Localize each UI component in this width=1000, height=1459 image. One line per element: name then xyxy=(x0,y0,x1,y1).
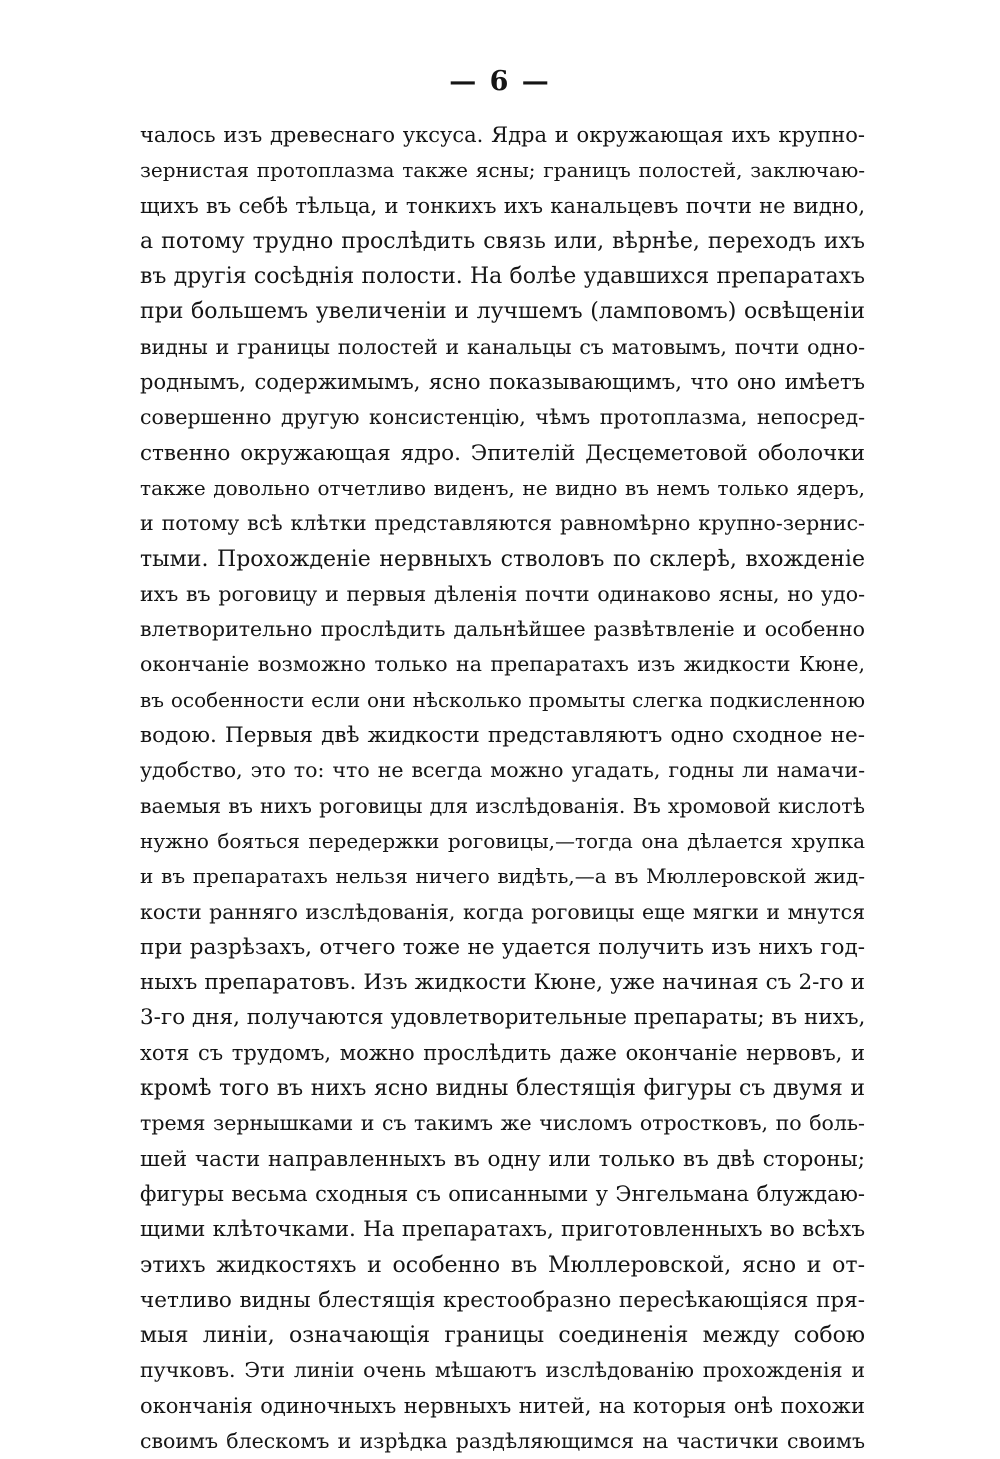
text-line: водою. Первыя двѣ жидкости представляютъ одно сходное не- xyxy=(140,723,865,749)
text-line: пучковъ. Эти линіи очень мѣшаютъ изслѣдованію прохожденія и xyxy=(140,1358,865,1383)
text-line: этихъ жидкостяхъ и особенно въ Мюллеровской, ясно и от- xyxy=(140,1252,865,1278)
text-line: при большемъ увеличеніи и лучшемъ (ламповомъ) освѣщеніи xyxy=(140,299,865,325)
text-line: ваемыя въ нихъ роговицы для изслѣдованія. Въ хромовой кислотѣ xyxy=(140,793,865,818)
text-line: окончанія одиночныхъ нервныхъ нитей, на которыя онѣ похожи xyxy=(140,1393,865,1418)
text-line: ственно окружающая ядро. Эпителій Десцеметовой оболочки xyxy=(140,440,865,466)
page-number: — 6 — xyxy=(449,66,551,97)
text-line: хотя съ трудомъ, можно прослѣдить даже окончаніе нервовъ, и xyxy=(140,1040,865,1065)
body-text xyxy=(140,118,865,1459)
text-line: фигуры весьма сходныя съ описанными у Энгельмана блуждаю- xyxy=(140,1181,865,1206)
text-line: зернистая протоплазма также ясны; границъ полостей, заключаю- xyxy=(140,158,865,183)
text-line: ныхъ препаратовъ. Изъ жидкости Кюне, уже начиная съ 2-го и xyxy=(140,970,865,996)
text-line: также довольно отчетливо виденъ, не видно въ немъ только ядеръ, xyxy=(140,475,865,500)
text-line: 3-го дня, получаются удовлетворительные препараты; въ нихъ, xyxy=(140,1005,865,1031)
text-line: тыми. Прохожденіе нервныхъ стволовъ по склерѣ, вхожденіе xyxy=(140,546,865,572)
text-line: чалось изъ древеснаго уксуса. Ядра и окружающая ихъ крупно- xyxy=(140,123,865,147)
text-line: въ другія сосѣднія полости. На болѣе удавшихся препаратахъ xyxy=(140,264,865,290)
text-line: шей части направленныхъ въ одну или только въ двѣ стороны; xyxy=(140,1146,865,1172)
text-line: четливо видны блестящія крестообразно пересѣкающіяся пря- xyxy=(140,1287,865,1313)
text-line: при разрѣзахъ, отчего тоже не удается получить изъ нихъ год- xyxy=(140,934,865,960)
text-line: ихъ въ роговицу и первыя дѣленія почти одинаково ясны, но удо- xyxy=(140,581,865,606)
text-line: совершенно другую консистенцію, чѣмъ протоплазма, непосред- xyxy=(140,405,865,430)
text-line: кромѣ того въ нихъ ясно видны блестящія фигуры съ двумя и xyxy=(140,1076,865,1102)
text-line: щими клѣточками. На препаратахъ, приготовленныхъ во всѣхъ xyxy=(140,1217,865,1243)
text-line: кости ранняго изслѣдованія, когда роговицы еще мягки и мнутся xyxy=(140,899,865,924)
text-line: а потому трудно прослѣдить связь или, вѣрнѣе, переходъ ихъ xyxy=(140,228,865,254)
text-line: роднымъ, содержимымъ, ясно показывающимъ, что оно имѣетъ xyxy=(140,370,865,395)
text-line: мыя линіи, означающія границы соединенія между собою xyxy=(140,1323,865,1349)
text-line: видны и границы полостей и канальцы съ матовымъ, почти одно- xyxy=(140,334,865,359)
text-line: окончаніе возможно только на препаратахъ изъ жидкости Кюне, xyxy=(140,652,865,677)
text-line: и въ препаратахъ нельзя ничего видѣть,—а въ Мюллеровской жид- xyxy=(140,864,865,889)
text-line: удобство, это то: что не всегда можно угадать, годны ли намачи- xyxy=(140,758,865,783)
text-line: нужно бояться передержки роговицы,—тогда она дѣлается хрупка xyxy=(140,828,865,853)
text-line: щихъ въ себѣ тѣльца, и тонкихъ ихъ канальцевъ почти не видно, xyxy=(140,193,865,218)
text-line: влетворительно прослѣдить дальнѣйшее развѣтвленіе и особенно xyxy=(140,617,865,642)
text-line: и потому всѣ клѣтки представляются равномѣрно крупно-зернис- xyxy=(140,511,865,536)
text-line: въ особенности если они нѣсколько промыты слегка подкисленною xyxy=(140,687,865,712)
text-line: своимъ блескомъ и изрѣдка раздѣляющимся на частички своимъ xyxy=(140,1428,865,1453)
text-line: тремя зернышками и съ такимъ же числомъ отростковъ, по боль- xyxy=(140,1111,865,1136)
